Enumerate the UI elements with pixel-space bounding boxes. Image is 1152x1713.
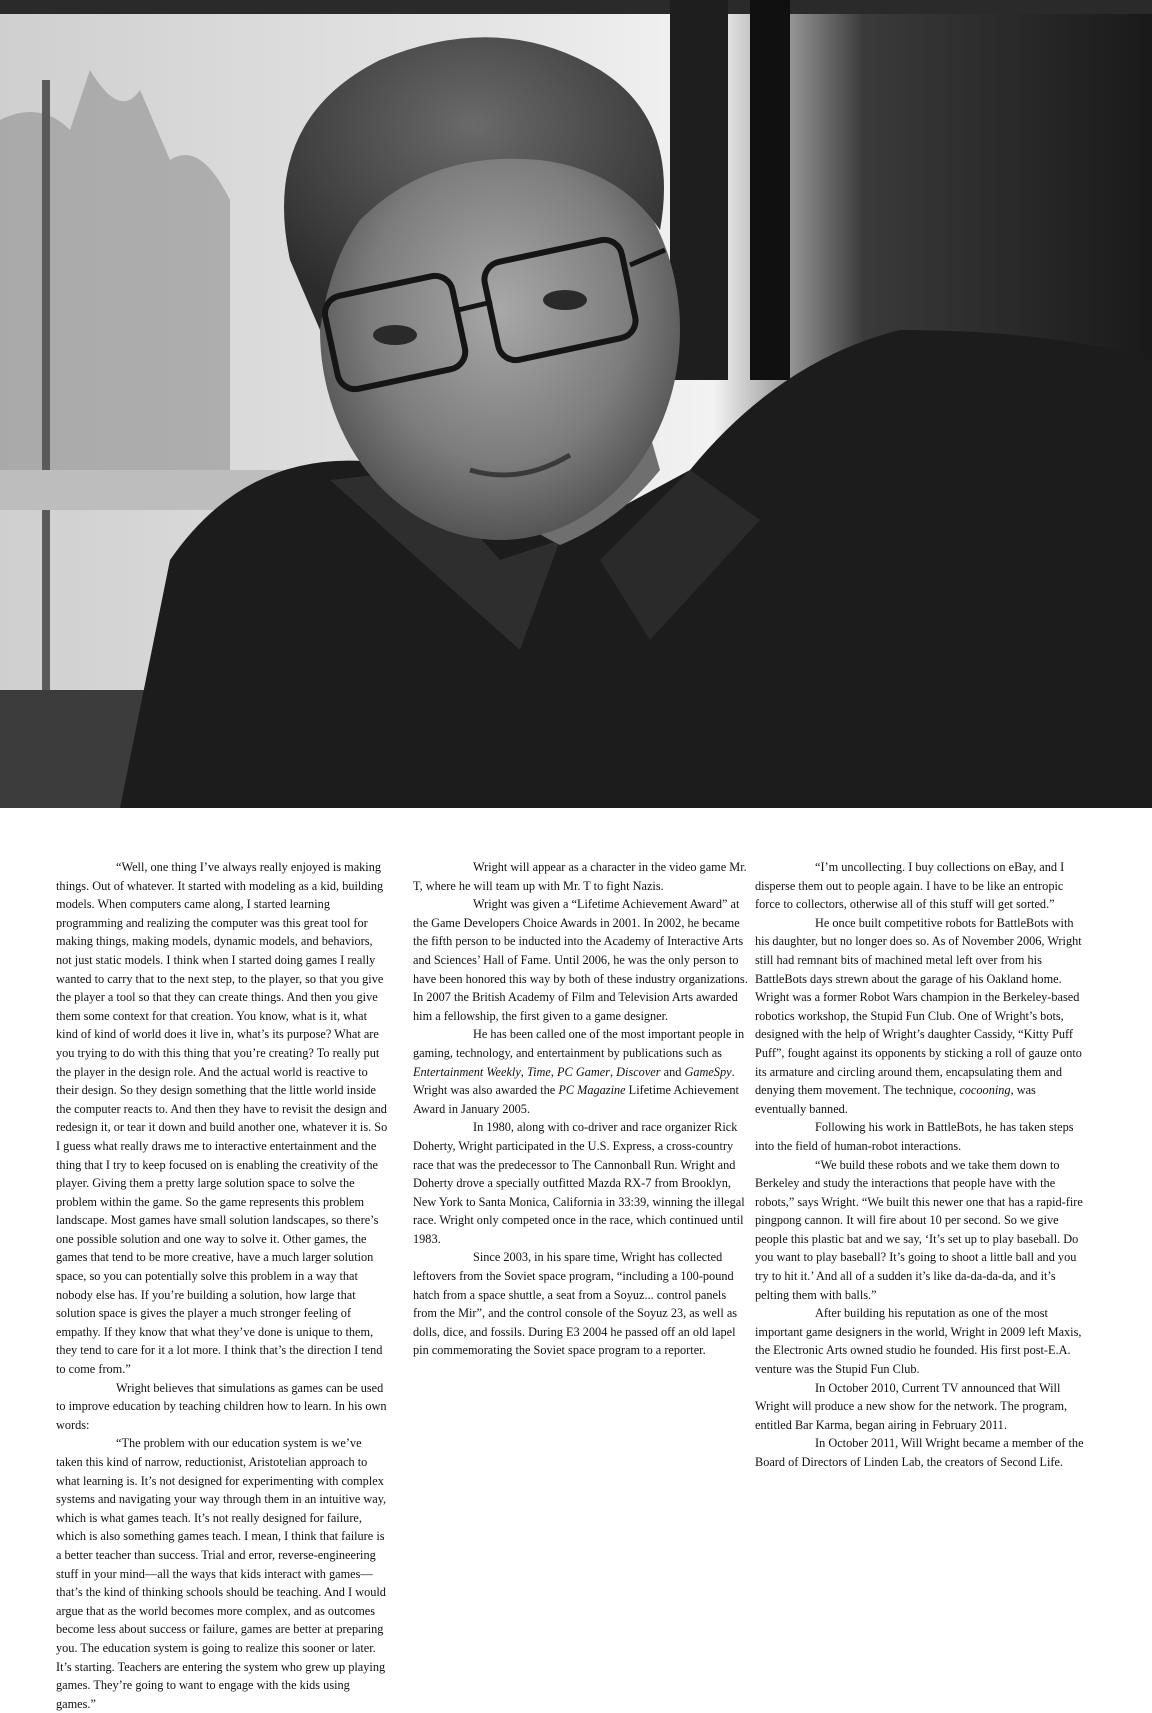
- portrait-illustration: [0, 0, 1152, 808]
- paragraph: “Well, one thing I’ve always really enjoyed is making things. Out of whatever. It started with modeling as a kid, building models. When computers came along, I started learning programming and realizing the computer was this great tool for making things, making models, dynamic models, and behaviors, not just static models. I think when I started doing games I really wanted to carry that to the next step, to the player, so that you give the player a tool so that they can create things. And then you give them some context for that creation. You know, what is it, what kind of kind of world does it live in, what’s its purpose? What are you trying to do with this thing that you’re creating? To really put the player in the design role. And the actual world is reactive to their design. So they design something that the little world inside the computer reacts to. And then they have to revisit the design and redesign it, or tear it down and build another one, whatever it is. So I guess what really draws me to interactive entertainment and the thing that I try to keep focused on is enabling the creativity of the player. Giving them a pretty large solution space to solve the problem within the game. So the game represents this problem landscape. Most games have small solution landscapes, so there’s one possible solution and one way to solve it. Other games, the games that tend to be more creative, have a much larger solution space, so you can potentially solve this problem in a way that nobody else has. If you’re building a solution, how large that solution space is gives the player a much stronger feeling of empathy. If they know that what they’ve done is unique to them, they tend to care for it a lot more. I think that’s the direction I tend to come from.”: [56, 860, 388, 1377]
- paragraph: After building his reputation as one of the most important game designers in the world, Wright in 2009 left Maxis, the Electronic Arts owned studio he founded. His first post-E.A. venture was the Stupid Fun Club.: [755, 1306, 1082, 1377]
- paragraph: In October 2011, Will Wright became a member of the Board of Directors of Linden Lab, the creators of Second Life.: [755, 1436, 1084, 1469]
- paragraph: “We build these robots and we take them down to Berkeley and study the interactions that people have with the robots,” says Wright. “We built this newer one that has a rapid-fire pingpong cannon. It will fire about 10 per second. So we give people this plastic bat and we say, ‘It’s set up to play baseball. Do you want to play baseball? It’s going to shoot a little ball and you try to hit it.’ And all of a sudden it’s like da-da-da-da, and it’s pelting them with balls.”: [755, 1157, 1083, 1302]
- text-run: He has been called one of the most important people in gaming, technology, and entertainment by publications such as: [413, 1027, 745, 1060]
- publication-title: PC Magazine: [558, 1083, 626, 1098]
- paragraph: Wright will appear as a character in the video game Mr. T, where he will team up with Mr. T to fight Nazis.: [413, 860, 747, 893]
- text-run: ,: [550, 1064, 558, 1079]
- emphasis: cocooning: [959, 1083, 1011, 1098]
- publication-title: Time: [526, 1064, 551, 1079]
- paragraph: Wright was given a “Lifetime Achievement Award” at the Game Developers Choice Awards in 2001. In 2002, he became the fifth person to be inducted into the Academy of Interactive Arts and Sciences’ Hall of Fame. Until 2006, he was the only person to have been honored this way by both of these industry organizations. In 2007 the British Academy of Film and Television Arts awarded him a fellowship, the first given to a game designer.: [413, 897, 748, 1023]
- paragraph: In 1980, along with co-driver and race organizer Rick Doherty, Wright participated in the U.S. Express, a cross-country race that was the predecessor to The Cannonball Run. Wright and Doherty drove a specially outfitted Mazda RX-7 from Brooklyn, New York to Santa Monica, California in 33:39, winning the illegal race. Wright only competed once in the race, which continued until 1983.: [413, 1120, 745, 1246]
- column-1: [56, 858, 391, 1713]
- paragraph: [755, 914, 1090, 1119]
- paragraph: [413, 1025, 748, 1118]
- paragraph: “The problem with our education system is we’ve taken this kind of narrow, reductionist, Aristotelian approach to what learning is. It’s not designed for experimenting with complex systems and navigating your way through them in an intuitive way, which is what games teach. It’s not really designed for failure, which is also something games teach. I mean, I think that failure is a better teacher than success. Trial and error, reverse-engineering stuff in your mind—all the ways that kids interact with games—that’s the kind of thinking schools should be teaching. And I would argue that as the world becomes more complex, and as outcomes become less about success or failure, games are better at preparing you. The education system is going to realize this sooner or later. It’s starting. Teachers are entering the system who grew up playing games. They’re going to want to engage with the kids using games.”: [56, 1436, 387, 1711]
- publication-title: Discover: [616, 1064, 661, 1079]
- column-2: [413, 858, 748, 1360]
- column-3: [755, 858, 1090, 1472]
- text-run: ,: [609, 1064, 617, 1079]
- paragraph: Wright believes that simulations as games can be used to improve education by teaching children how to learn. In his own words:: [56, 1380, 387, 1432]
- publication-title: GameSpy: [684, 1064, 732, 1079]
- paragraph: In October 2010, Current TV announced that Will Wright will produce a new show for the network. The program, entitled Bar Karma, began airing in February 2011.: [755, 1380, 1068, 1432]
- text-run: , was eventually banned.: [755, 1083, 1036, 1116]
- publication-title: PC Gamer: [557, 1064, 610, 1079]
- paragraph: “I’m uncollecting. I buy collections on eBay, and I disperse them out to people again. I have to be like an entropic force to collectors, otherwise all of this stuff will get sorted.”: [755, 860, 1065, 912]
- portrait-photo: [0, 0, 1152, 808]
- text-run: ,: [520, 1064, 527, 1079]
- paragraph: Since 2003, in his spare time, Wright has collected leftovers from the Soviet space program, “including a 100-pound hatch from a space shuttle, a seat from a Soyuz... control panels from the Mir”, and the control console of the Soyuz 23, as well as dolls, dice, and fossils. During E3 2004 he passed off an old lapel pin commemorating the Soviet space program to a reporter.: [413, 1250, 738, 1358]
- text-run: . Wright was also awarded the: [413, 1064, 735, 1098]
- paragraph: Following his work in BattleBots, he has taken steps into the field of human-robot interactions.: [755, 1120, 1074, 1153]
- text-run: Lifetime Achievement Award in January 2005.: [413, 1083, 739, 1116]
- text-run: and: [660, 1064, 685, 1079]
- article-body: [56, 858, 1100, 1711]
- publication-title: Entertainment Weekly: [413, 1064, 521, 1079]
- text-run: He once built competitive robots for BattleBots with his daughter, but no longer does so. As of November 2006, Wright still had remnant bits of machined metal left over from his BattleBots days strewn about the garage of his Oakland home. Wright was a former Robot Wars champion in the Berkeley-based robotics workshop, the Stupid Fun Club. One of Wright’s bots, designed with the help of Wright’s daughter Cassidy, “Kitty Puff Puff”, fought against its opponents by sticking a roll of gauze onto its armature and circling around them, encapsulating them and denying them movement. The technique,: [755, 915, 1082, 1098]
